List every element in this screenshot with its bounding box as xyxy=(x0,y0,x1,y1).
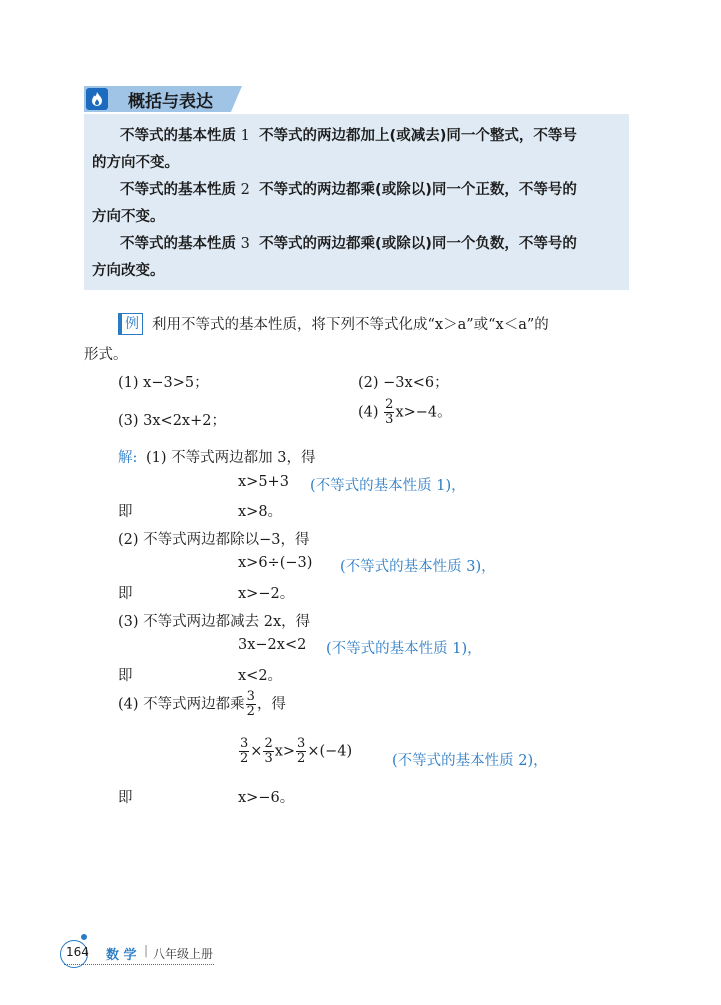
solution-1-note: (不等式的基本性质 1)， xyxy=(310,478,466,494)
solution-4-note: (不等式的基本性质 2)， xyxy=(392,753,548,769)
property-2-line2: 方向不变。 xyxy=(92,209,165,225)
solution-label: 解: xyxy=(118,450,138,466)
solution-4-intro: (4) 不等式两边都乘 $\frac{3}{2}$ ，得 xyxy=(118,689,286,719)
property-1-line2: 的方向不变。 xyxy=(92,155,179,171)
fraction: $\frac{3}{2}$ xyxy=(240,736,249,766)
property-2-line1: 不等式的基本性质 2 不等式的两边都乘(或除以)同一个正数，不等号的 xyxy=(120,182,577,198)
solution-4-equation: $\frac{3}{2}$ × $\frac{2}{3}$ x> $\frac{3}{2}$ ×(−4) xyxy=(240,736,353,766)
solution-2-result: x>−2。 xyxy=(238,586,295,602)
solution-4-ji: 即 xyxy=(118,790,133,806)
footer-subject: 数 学 xyxy=(106,948,137,963)
section-title: 概括与表达 xyxy=(128,92,213,112)
property-3-line2: 方向改变。 xyxy=(92,263,165,279)
solution-2-equation: x>6÷(−3) xyxy=(238,555,313,571)
solution-3-intro: (3) 不等式两边都减去 2x，得 xyxy=(118,614,311,630)
footer-book: 八年级上册 xyxy=(153,947,214,961)
solution-3-result: x<2。 xyxy=(238,668,283,684)
solution-1-equation: x>5+3 xyxy=(238,474,289,490)
solution-3-note: (不等式的基本性质 1)， xyxy=(326,641,482,657)
page-number: 164 xyxy=(66,945,89,959)
solution-2-ji: 即 xyxy=(118,586,133,602)
flame-icon xyxy=(86,88,108,110)
solution-1-result: x>8。 xyxy=(238,504,283,520)
solution-3-ji: 即 xyxy=(118,668,133,684)
solution-1-intro: (1) 不等式两边都加 3，得 xyxy=(146,450,316,466)
fraction: $\frac{3}{2}$ xyxy=(297,736,306,766)
problem-2: (2) −3x<6； xyxy=(358,375,449,391)
fraction: $\frac{2}{3}$ xyxy=(385,397,394,427)
problem-3: (3) 3x<2x+2； xyxy=(118,413,226,429)
fraction: $\frac{3}{2}$ xyxy=(246,689,255,719)
problem-4: (4) $\frac{2}{3}$ x>−4。 xyxy=(358,397,452,427)
footer-separator: | xyxy=(144,943,149,957)
solution-2-intro: (2) 不等式两边都除以−3，得 xyxy=(118,532,310,548)
solution-3-equation: 3x−2x<2 xyxy=(238,637,307,653)
solution-2-note: (不等式的基本性质 3)， xyxy=(340,559,496,575)
problem-1: (1) x−3>5； xyxy=(118,375,209,391)
example-prompt-line2: 形式。 xyxy=(84,347,128,363)
property-1-line1: 不等式的基本性质 1 不等式的两边都加上(或减去)同一个整式，不等号 xyxy=(120,128,577,144)
example-prompt-line1: 利用不等式的基本性质，将下列不等式化成“x＞a”或“x＜a”的 xyxy=(152,317,549,333)
footer-divider xyxy=(64,964,214,965)
decorative-dot xyxy=(81,934,87,940)
fraction: $\frac{2}{3}$ xyxy=(264,736,273,766)
solution-1-ji: 即 xyxy=(118,504,133,520)
example-tag: 例 xyxy=(118,313,143,335)
property-3-line1: 不等式的基本性质 3 不等式的两边都乘(或除以)同一个负数，不等号的 xyxy=(120,236,577,252)
solution-4-result: x>−6。 xyxy=(238,790,295,806)
